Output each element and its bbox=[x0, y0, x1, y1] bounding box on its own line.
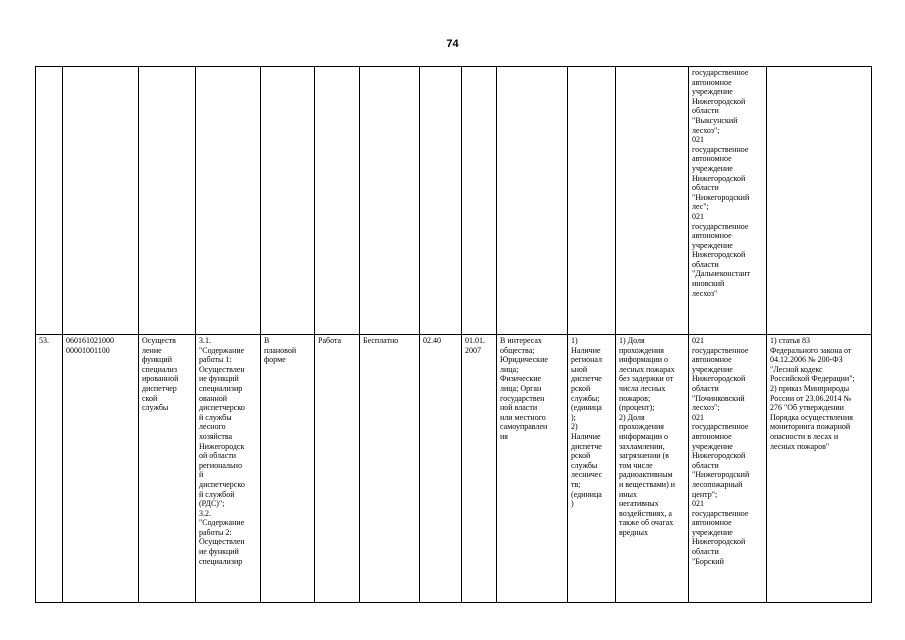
cell-date bbox=[462, 67, 497, 335]
registry-table bbox=[35, 66, 872, 603]
cell-payment bbox=[360, 335, 420, 603]
cell-payment bbox=[360, 67, 420, 335]
work-content: 3.1. "Содержание работы 1: Осуществлен ие функций специализир ованной диспетчерско й службы лесного хозяйства Нижегородск ой области регионально й диспетчерско й службой (РДС)"; 3.2. "Содержание работы 2: Осуществлен ие функций специализир bbox=[199, 336, 245, 566]
cell-code bbox=[63, 67, 139, 335]
cell-num bbox=[36, 67, 63, 335]
cell-volume bbox=[568, 67, 616, 335]
payment-type: Бесплатно bbox=[363, 336, 399, 345]
provision-form: В плановой форме bbox=[264, 336, 297, 365]
cell-content bbox=[196, 67, 261, 335]
row-number: 53. bbox=[39, 336, 49, 345]
cell-type bbox=[315, 335, 360, 603]
cell-form bbox=[261, 335, 315, 603]
cell-volume bbox=[568, 335, 616, 603]
cell-date bbox=[462, 335, 497, 603]
service-name: Осуществ ление функций специализ ированной диспетчер ской службы bbox=[142, 336, 179, 413]
cell-quality bbox=[616, 335, 689, 603]
cell-content bbox=[196, 335, 261, 603]
table-row-53 bbox=[36, 335, 872, 603]
cell-legal-basis bbox=[767, 67, 872, 335]
cell-providers bbox=[689, 67, 767, 335]
registry-code: 060161021000 00001001100 bbox=[66, 336, 114, 355]
providers-text: 021 государственное автономное учреждение Нижегородской области "Починковский лесхоз"; 021 государственное автономное учреждение Нижегородской области "Нижегородский лесопожарный центр"; 021 государственное автономное учреждение Нижегородской области "Борский bbox=[692, 336, 750, 566]
service-type: Работа bbox=[318, 336, 342, 345]
cell-type bbox=[315, 67, 360, 335]
volume-indicators: 1) Наличие регионал ьной диспетче рской службы; (единица ); 2) Наличие диспетче рской службы лесничес тв; (единица ) bbox=[571, 336, 603, 509]
consumers: В интересах общества; Юридические лица; Физические лица; Орган государствен ной власти или местного самоуправлен ия bbox=[500, 336, 548, 441]
page-number: 74 bbox=[446, 38, 459, 50]
start-date: 01.01. 2007 bbox=[465, 336, 485, 355]
cell-code bbox=[63, 335, 139, 603]
providers-text: государственное автономное учреждение Нижегородской области "Выксунский лесхоз"; 021 государственное автономное учреждение Нижегородской области "Нижегородский лес"; 021 государственное автономное учреждение Нижегородской области "Дальнеконстант иновский лесхоз" bbox=[692, 68, 751, 298]
cell-providers bbox=[689, 335, 767, 603]
cell-name bbox=[139, 67, 196, 335]
cell-num bbox=[36, 335, 63, 603]
cell-legal-basis bbox=[767, 335, 872, 603]
cell-form bbox=[261, 67, 315, 335]
quality-indicators: 1) Доля прохождения информации о лесных пожарах без задержки от числа лесных пожаров; (процент); 2) Доля прохождения информации о захламлении, загрязнении (в том числе радиоактивным и веществами) и иных негативных воздействиях, а также об очагах вредных bbox=[619, 336, 676, 537]
cell-quality bbox=[616, 67, 689, 335]
legal-basis: 1) статья 83 Федерального закона от 04.12.2006 № 200-ФЗ "Лесной кодекс Российской Федерации"; 2) приказ Минприроды России от 23.06.2014 № 276 "Об утверждении Порядка осуществления мониторинга пожарной опасности в лесах и лесных пожаров" bbox=[770, 336, 855, 451]
cell-name bbox=[139, 335, 196, 603]
okved-code: 02.40 bbox=[423, 336, 441, 345]
cell-okved bbox=[420, 335, 462, 603]
cell-consumers bbox=[497, 335, 568, 603]
cell-consumers bbox=[497, 67, 568, 335]
table-row-continuation bbox=[36, 67, 872, 335]
cell-okved bbox=[420, 67, 462, 335]
